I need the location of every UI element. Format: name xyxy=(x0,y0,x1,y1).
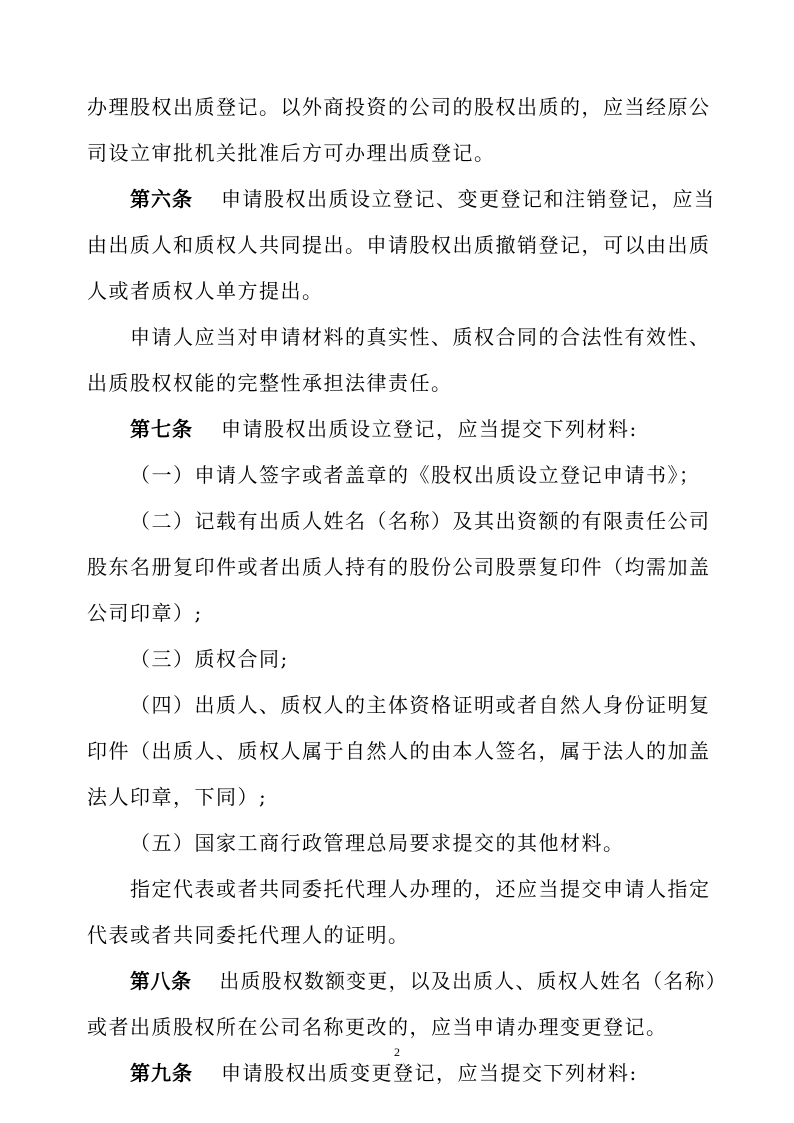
paragraph-line: 股东名册复印件或者出质人持有的股份公司股票复印件（均需加盖 xyxy=(87,555,711,579)
article-six-text: 申请股权出质设立登记、变更登记和注销登记，应当 xyxy=(221,187,716,211)
paragraph-line: 人或者质权人单方提出。 xyxy=(87,279,324,303)
paragraph-line: 印件（出质人、质权人属于自然人的由本人签名，属于法人的加盖 xyxy=(87,739,711,763)
article-nine-line xyxy=(130,1063,727,1083)
list-item-four: （四）出质人、质权人的主体资格证明或者自然人身份证明复 xyxy=(130,693,711,717)
paragraph-line: 或者出质股权所在公司名称更改的，应当申请办理变更登记。 xyxy=(87,1015,668,1039)
paragraph-line: 公司印章）; xyxy=(87,601,203,625)
paragraph-line: 办理股权出质登记。以外商投资的公司的股权出质的，应当经原公 xyxy=(87,95,711,119)
article-six-heading: 第六条 xyxy=(130,187,193,211)
list-item-three: （三）质权合同; xyxy=(130,647,289,671)
article-eight-text: 出质股权数额变更，以及出质人、质权人姓名（名称） xyxy=(219,969,727,993)
paragraph-line: 申请人应当对申请材料的真实性、质权合同的合法性有效性、 xyxy=(130,325,711,349)
article-nine-heading: 第九条 xyxy=(130,1061,193,1085)
paragraph-line: 法人印章，下同）; xyxy=(87,785,268,809)
list-item-two: （二）记载有出质人姓名（名称）及其出资额的有限责任公司 xyxy=(130,509,711,533)
article-seven-heading: 第七条 xyxy=(130,417,193,441)
article-seven-text: 申请股权出质设立登记，应当提交下列材料: xyxy=(221,417,638,441)
page-number: 2 xyxy=(394,1045,400,1059)
list-item-five: （五）国家工商行政管理总局要求提交的其他材料。 xyxy=(130,831,625,855)
article-eight-heading: 第八条 xyxy=(130,969,192,993)
list-item-one: （一）申请人签字或者盖章的《股权出质设立登记申请书》； xyxy=(130,463,701,487)
article-eight-line xyxy=(130,969,727,993)
paragraph-line: 由出质人和质权人共同提出。申请股权出质撤销登记，可以由出质 xyxy=(87,233,711,257)
paragraph-line: 指定代表或者共同委托代理人办理的，还应当提交申请人指定 xyxy=(130,877,711,901)
article-nine-text: 申请股权出质变更登记，应当提交下列材料: xyxy=(221,1061,638,1085)
paragraph-line: 司设立审批机关批准后方可办理出质登记。 xyxy=(87,141,496,165)
article-seven-line xyxy=(130,419,727,439)
paragraph-line: 代表或者共同委托代理人的证明。 xyxy=(87,923,410,947)
paragraph-line: 出质股权权能的完整性承担法律责任。 xyxy=(87,371,453,395)
article-six-line xyxy=(130,189,727,209)
